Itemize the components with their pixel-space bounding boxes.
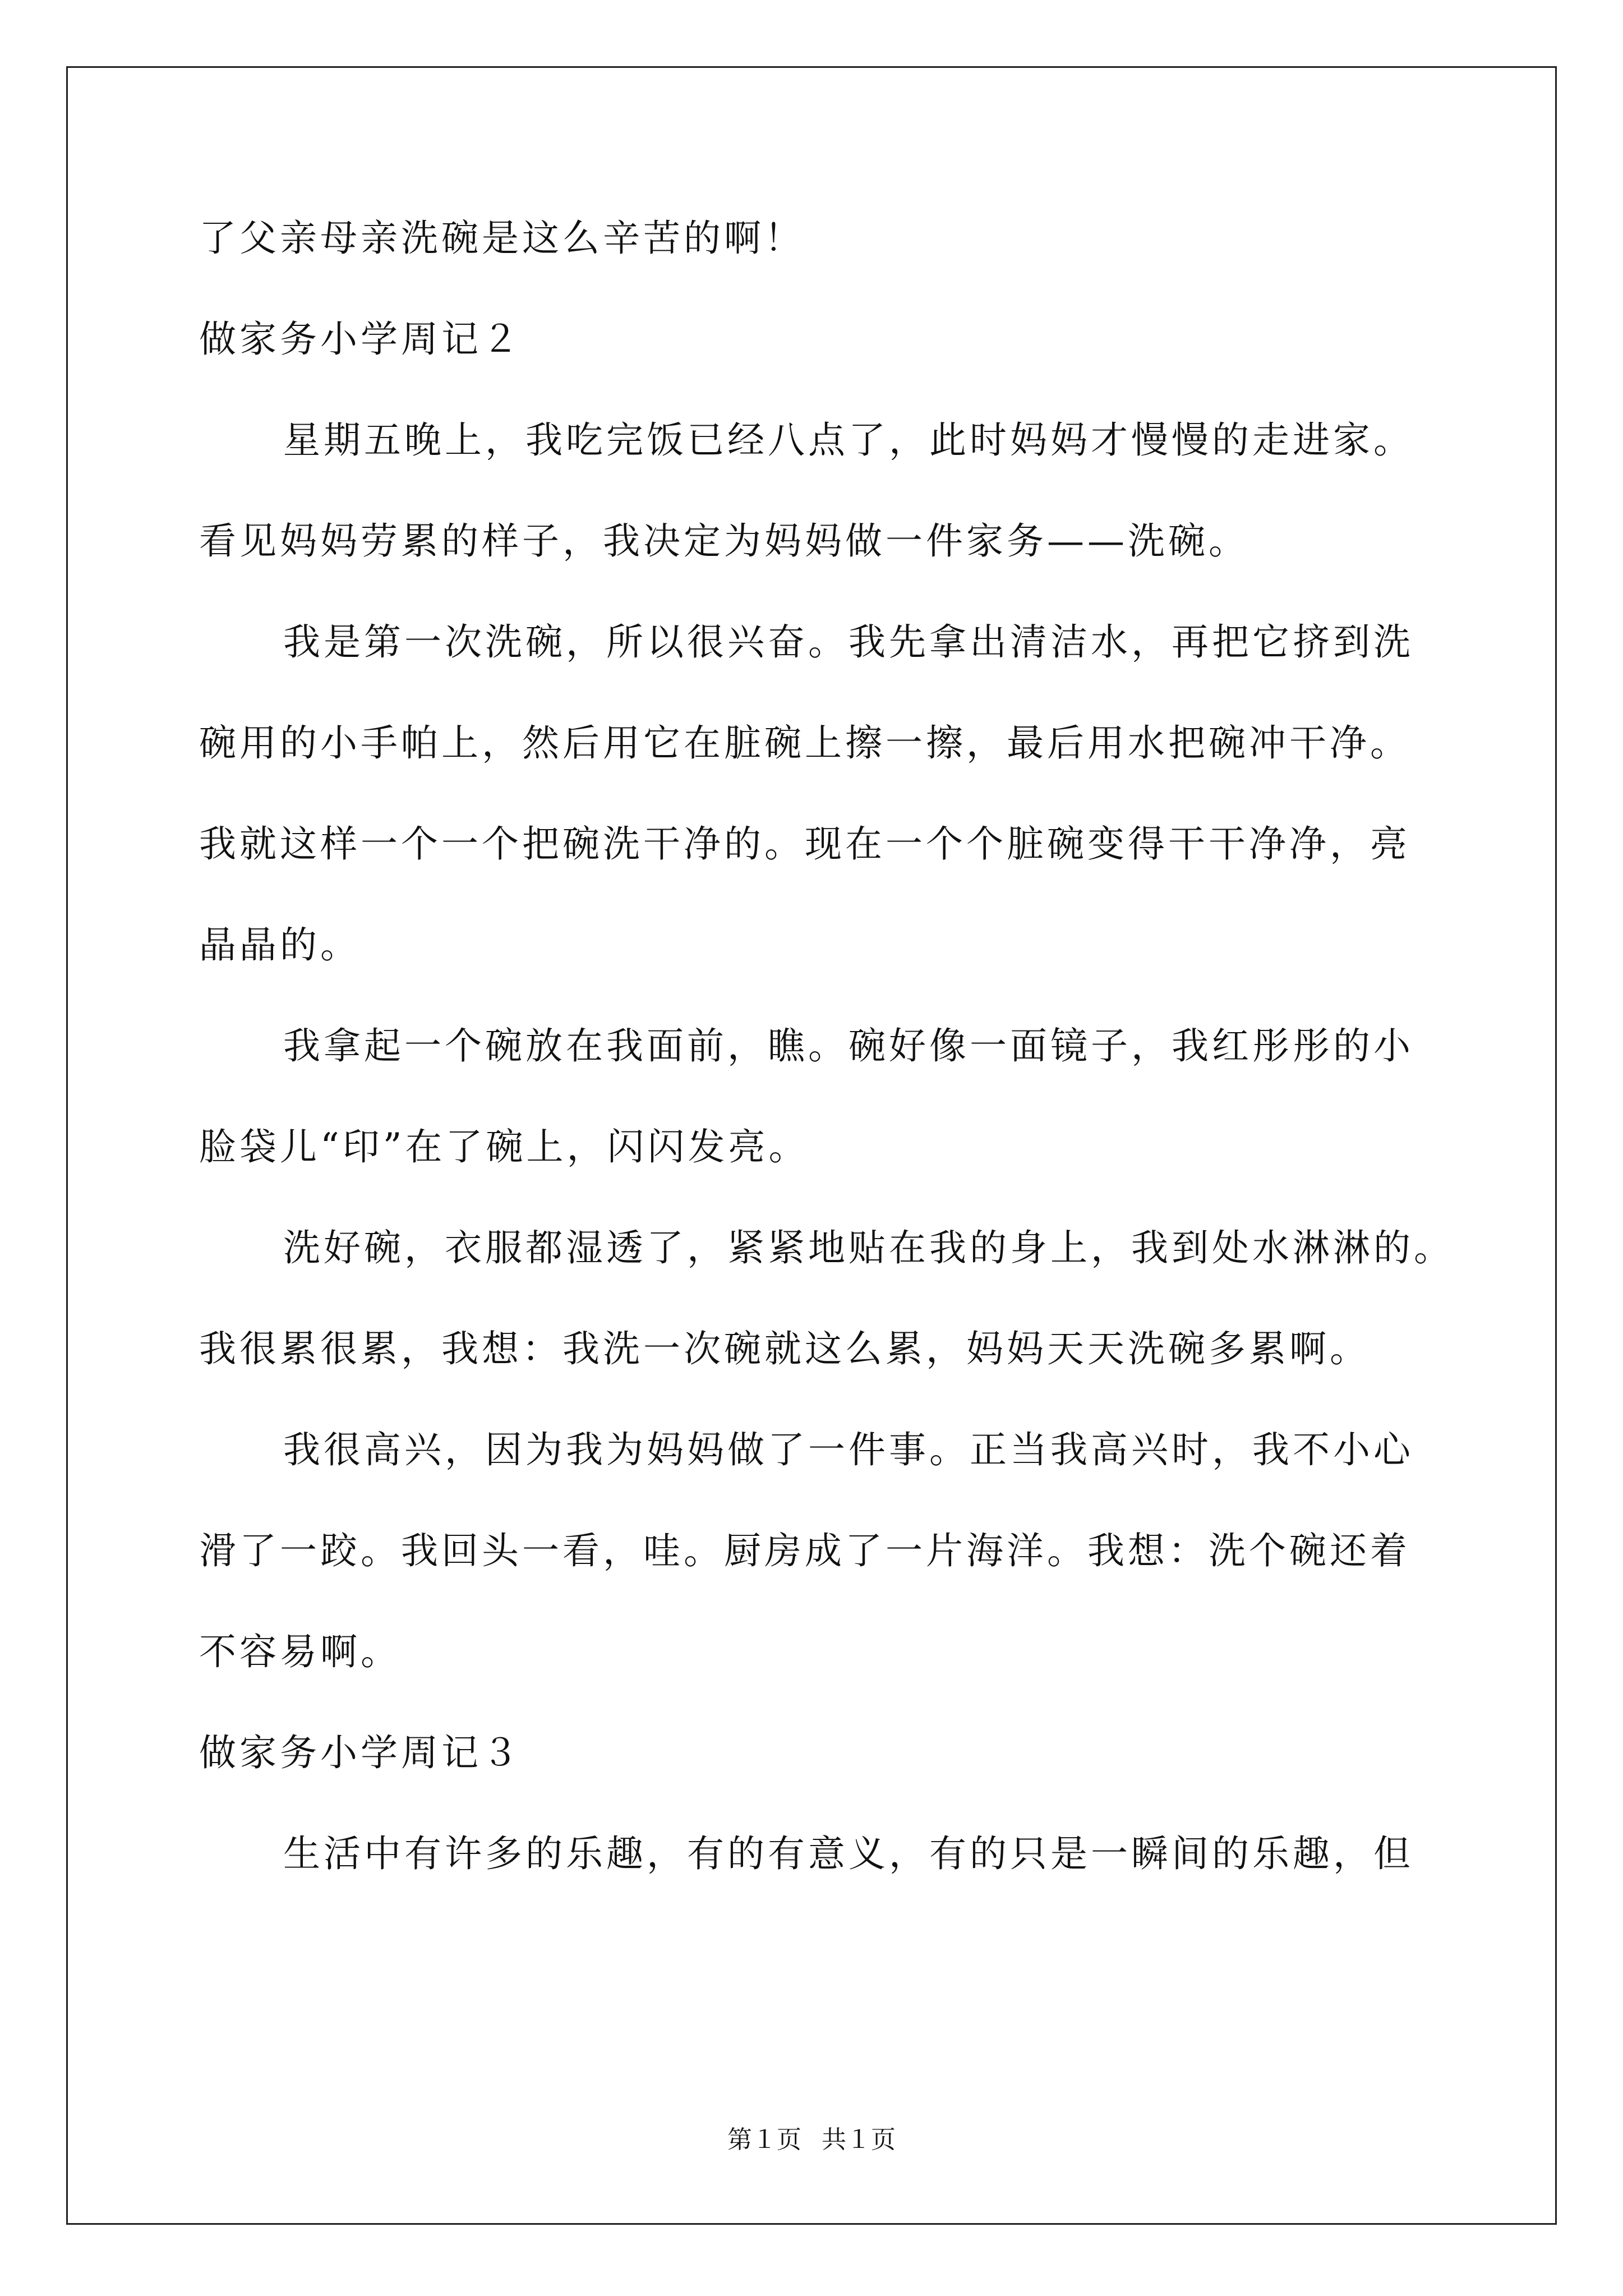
text-line: 滑了一跤。我回头一看，哇。厨房成了一片海洋。我想：洗个碗还着 (199, 1529, 1410, 1572)
text-line: 晶晶的。 (199, 923, 361, 967)
text-line: 脸袋儿“印”在了碗上，闪闪发亮。 (199, 1125, 809, 1168)
paragraph-line: 我是第一次洗碗，所以很兴奋。我先拿出清洁水，再把它挤到洗 (283, 620, 1414, 664)
page-number: 第１页 (727, 2125, 801, 2154)
paragraph-line: 生活中有许多的乐趣，有的有意义，有的只是一瞬间的乐趣，但 (283, 1832, 1414, 1875)
paragraph-line: 我拿起一个碗放在我面前，瞧。碗好像一面镜子，我红彤彤的小 (283, 1024, 1414, 1068)
paragraph-line: 我很高兴，因为我为妈妈做了一件事。正当我高兴时，我不小心 (283, 1428, 1414, 1471)
section-heading: 做家务小学周记３ (199, 1731, 522, 1774)
text-line: 不容易啊。 (199, 1630, 401, 1673)
text-line: 了父亲母亲洗碗是这么辛苦的啊！ (199, 217, 805, 260)
paragraph-line: 洗好碗，衣服都湿透了，紧紧地贴在我的身上，我到处水淋淋的。 (283, 1226, 1454, 1269)
paragraph-line: 星期五晚上，我吃完饭已经八点了，此时妈妈才慢慢的走进家。 (283, 418, 1414, 462)
section-heading: 做家务小学周记２ (199, 318, 522, 361)
text-line: 碗用的小手帕上，然后用它在脏碗上擦一擦，最后用水把碗冲干净。 (199, 721, 1410, 765)
text-line: 我很累很累，我想：我洗一次碗就这么累，妈妈天天洗碗多累啊。 (199, 1327, 1370, 1370)
page-footer (0, 2124, 1623, 2156)
page-total: 共１页 (822, 2125, 896, 2154)
text-line: 我就这样一个一个把碗洗干净的。现在一个个脏碗变得干干净净，亮 (199, 822, 1410, 866)
text-line: 看见妈妈劳累的样子，我决定为妈妈做一件家务——洗碗。 (199, 519, 1249, 563)
